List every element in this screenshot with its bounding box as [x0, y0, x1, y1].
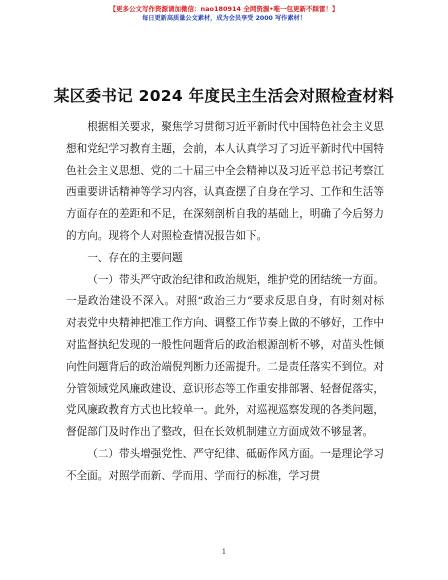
- document-title: 某区委书记 2024 年度民主生活会对照检查材料: [53, 87, 395, 105]
- page-number: 1: [221, 548, 227, 556]
- section-heading: 一、存在的主要问题: [87, 251, 183, 264]
- intro-paragraph: 根据相关要求，聚焦学习贯彻习近平新时代中国特色社会主义思想和党纪学习教育主题，会前，本人认真学习了习近平新时代中国特色社会主义思想、党的二十届三中全会精神以及习近平总书记考察江西重要讲话精神等学习内容，认真查摆了自身在学习、工作和生活等方面存在的差距和不足，在深刻剖析自我的基础上，明确了今后努力的方向。现将个人对照检查情况报告如下。: [66, 121, 384, 242]
- banner-line-1: 【更多公文写作资源请加微信：nao180914 全网资源•唯一包更新不踩雷！】: [109, 5, 339, 13]
- header-banner: [0, 4, 448, 24]
- document-body: [66, 117, 384, 488]
- body-paragraph-1: （一）带头严守政治纪律和政治规矩，维护党的团结统一方面。一是政治建设不深入。对照“政治三力”要求反思自身，有时刻对标对表党中央精神把准工作方向、调整工作节奏上做的不够好，工作中对监督执纪发现的一般性问题背后的政治根源剖析不够，对苗头性倾向性问题背后的政治端倪判断力还需提升。二是责任落实不到位。对分管领域党风廉政建设、意识形态等工作重安排部署、轻督促落实，党风廉政教育方式也比较单一。此外，对巡视巡察发现的各类问题，督促部门及时作出了整改，但在长效机制建立方面成效不够显著。: [66, 273, 384, 439]
- body-paragraph-2: （二）带头增强党性、严守纪律、砥砺作风方面。一是理论学习不全面。对照学而新、学而用、学而行的标准，学习贯: [66, 447, 384, 482]
- banner-line-2: 每日更新高质量公文素材，成为会员享受 2000 写作素材！: [142, 15, 306, 22]
